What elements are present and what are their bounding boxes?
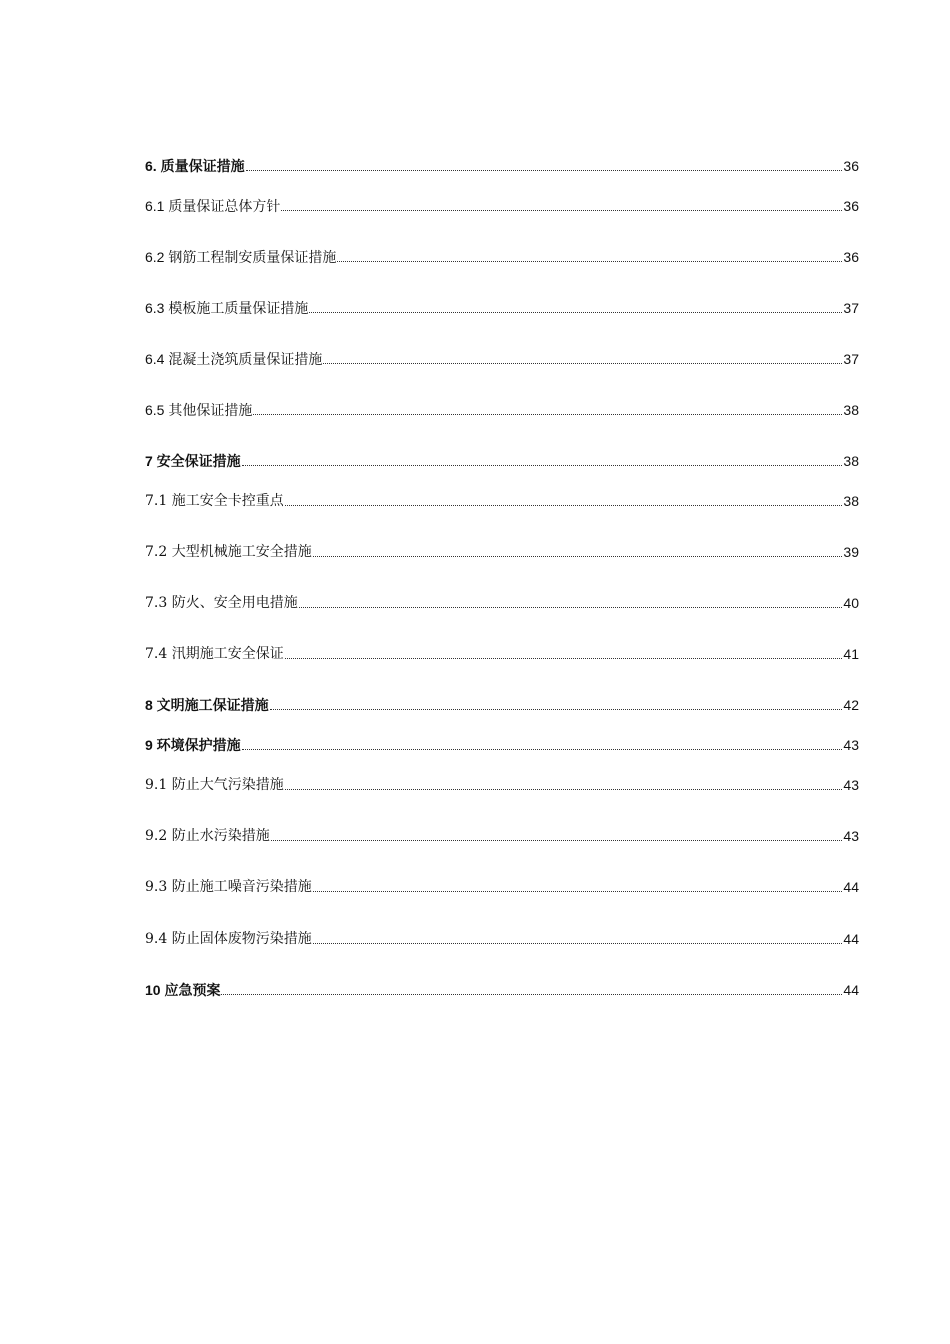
toc-entry-title: 6.3 模板施工质量保证措施 bbox=[145, 300, 309, 316]
toc-entry-page: 41 bbox=[843, 646, 859, 662]
toc-entry-page: 42 bbox=[843, 697, 859, 713]
toc-entry-9-1[interactable] bbox=[145, 774, 859, 794]
dot-leader bbox=[242, 465, 843, 466]
dot-leader bbox=[246, 170, 843, 171]
dot-leader bbox=[281, 210, 842, 211]
toc-entry-page: 36 bbox=[843, 158, 859, 174]
toc-entry-9-4[interactable] bbox=[145, 928, 859, 948]
dot-leader bbox=[285, 789, 843, 790]
toc-entry-page: 39 bbox=[843, 544, 859, 560]
toc-entry-page: 43 bbox=[843, 777, 859, 793]
toc-entry-9[interactable] bbox=[145, 734, 859, 754]
toc-entry-8[interactable] bbox=[145, 694, 859, 714]
dot-leader bbox=[242, 749, 843, 750]
dot-leader bbox=[253, 414, 842, 415]
toc-entry-title: 7.2 大型机械施工安全措施 bbox=[145, 544, 312, 560]
toc-entry-title: 6.4 混凝土浇筑质量保证措施 bbox=[145, 351, 323, 367]
dot-leader bbox=[309, 312, 842, 313]
toc-entry-page: 38 bbox=[843, 493, 859, 509]
toc-entry-title: 6.1 质量保证总体方针 bbox=[145, 198, 281, 214]
dot-leader bbox=[313, 891, 843, 892]
toc-entry-title: 6. 质量保证措施 bbox=[145, 158, 245, 174]
toc-entry-10[interactable] bbox=[145, 979, 859, 999]
toc-entry-page: 43 bbox=[843, 737, 859, 753]
toc-entry-title: 7 安全保证措施 bbox=[145, 453, 241, 469]
toc-entry-title: 9.3 防止施工噪音污染措施 bbox=[145, 879, 312, 895]
toc-entry-page: 43 bbox=[843, 828, 859, 844]
toc-entry-title: 7.1 施工安全卡控重点 bbox=[145, 493, 284, 509]
toc-entry-page: 38 bbox=[843, 453, 859, 469]
toc-entry-page: 38 bbox=[843, 402, 859, 418]
dot-leader bbox=[285, 658, 843, 659]
toc-entry-6-3[interactable] bbox=[145, 297, 859, 317]
toc-entry-title: 8 文明施工保证措施 bbox=[145, 697, 269, 713]
toc-entry-page: 44 bbox=[843, 982, 859, 998]
dot-leader bbox=[299, 607, 843, 608]
toc-entry-title: 9.4 防止固体废物污染措施 bbox=[145, 931, 312, 947]
toc-entry-9-3[interactable] bbox=[145, 876, 859, 896]
toc-entry-title: 9.2 防止水污染措施 bbox=[145, 828, 270, 844]
dot-leader bbox=[337, 261, 842, 262]
toc-entry-page: 40 bbox=[843, 595, 859, 611]
toc-entry-page: 36 bbox=[843, 249, 859, 265]
toc-entry-title: 6.5 其他保证措施 bbox=[145, 402, 253, 418]
dot-leader bbox=[313, 943, 843, 944]
dot-leader bbox=[270, 709, 843, 710]
toc-entry-6-2[interactable] bbox=[145, 246, 859, 266]
toc-entry-title: 7.4 汛期施工安全保证 bbox=[145, 646, 284, 662]
toc-entry-page: 37 bbox=[843, 300, 859, 316]
dot-leader bbox=[221, 994, 842, 995]
toc-entry-title: 6.2 钢筋工程制安质量保证措施 bbox=[145, 249, 337, 265]
toc-entry-page: 36 bbox=[843, 198, 859, 214]
toc-entry-page: 44 bbox=[843, 931, 859, 947]
toc-entry-page: 37 bbox=[843, 351, 859, 367]
toc-entry-title: 7.3 防火、安全用电措施 bbox=[145, 595, 298, 611]
toc-entry-7[interactable] bbox=[145, 450, 859, 470]
toc-entry-6-5[interactable] bbox=[145, 399, 859, 419]
dot-leader bbox=[271, 840, 843, 841]
toc-entry-7-2[interactable] bbox=[145, 541, 859, 561]
toc-entry-title: 9.1 防止大气污染措施 bbox=[145, 777, 284, 793]
toc-entry-7-3[interactable] bbox=[145, 592, 859, 612]
toc-entry-7-4[interactable] bbox=[145, 643, 859, 663]
toc-entry-title: 10 应急预案 bbox=[145, 982, 221, 998]
toc-entry-6-1[interactable] bbox=[145, 195, 859, 215]
dot-leader bbox=[323, 363, 842, 364]
toc-entry-title: 9 环境保护措施 bbox=[145, 737, 241, 753]
toc-entry-page: 44 bbox=[843, 879, 859, 895]
toc-entry-6-4[interactable] bbox=[145, 348, 859, 368]
dot-leader bbox=[285, 505, 843, 506]
dot-leader bbox=[313, 556, 843, 557]
toc-entry-7-1[interactable] bbox=[145, 490, 859, 510]
toc-entry-6[interactable] bbox=[145, 155, 859, 175]
toc-entry-9-2[interactable] bbox=[145, 825, 859, 845]
